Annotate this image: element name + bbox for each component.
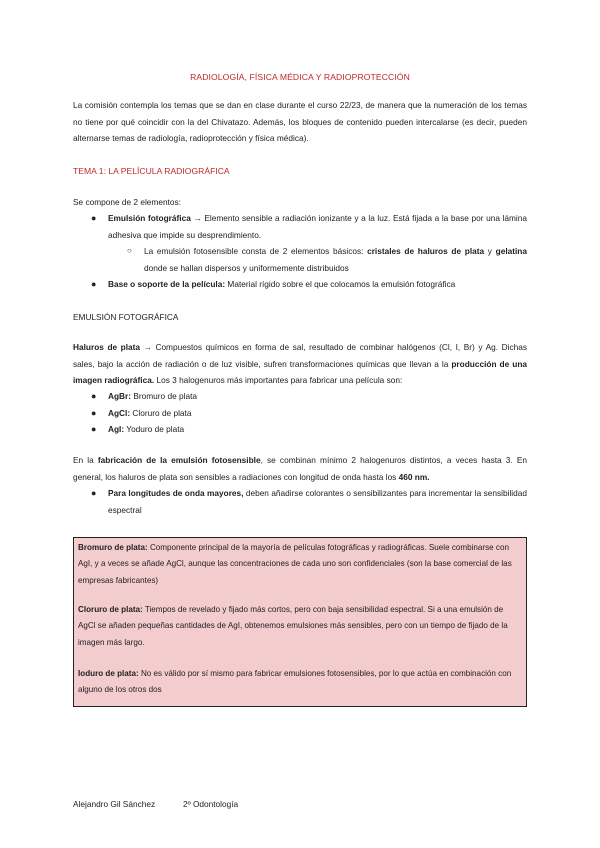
bullet-dot: ● [91,408,97,418]
wavelength-text: deben añadirse colorantes o sensibilizantes para incrementar la sensibilidad espectral [108,488,527,515]
bullet-dot: ● [91,424,97,434]
bullet-dot: ● [91,391,97,401]
bullet-dot: ● [91,488,97,498]
bullet-emulsion [108,210,527,243]
tema1-heading: TEMA 1: LA PELÍCULA RADIOGRÁFICA [73,166,230,176]
halide-name: Cloruro de plata [130,408,192,418]
haluros-paragraph [73,339,527,389]
footer-author: Alejandro Gil Sánchez [73,799,156,809]
fabricacion-text-1: En la [73,455,98,465]
haluros-bold: Haluros de plata [73,342,141,352]
footer-course: 2º Odontología [183,799,239,809]
sub-bullet-text-post: donde se hallan dispersos y uniformemente distribuidos [144,262,349,273]
haluros-text-2: Los 3 halogenuros más importantes para fabricar una película son: [154,375,403,385]
sub-bullet-text-mid: y [484,246,496,256]
document-title: RADIOLOGÍA, FÍSICA MÉDICA Y RADIOPROTECCIÓN [190,72,410,82]
fabricacion-bold: fabricación de la emulsión fotosensible [97,455,261,465]
sub-bullet-circle: ○ [127,246,132,255]
bullet-base-label: Base o soporte de la película: [108,279,226,289]
halide-item [108,405,191,422]
sub-bullet-bold-gelatin: gelatina [495,246,527,256]
halide-name: Yoduro de plata [124,424,185,434]
box-ioduro-text: No es válido por sí mismo para fabricar emulsiones fotosensibles, por lo que actúa en combinación con alguno de los otros dos [78,669,512,695]
fabricacion-paragraph [73,452,527,485]
box-ioduro [78,666,522,699]
box-ioduro-label: Ioduro de plata: [78,669,139,678]
halide-symbol: AgCl: [108,408,131,418]
sub-bullet-bold-crystals: cristales de haluros de plata [367,246,485,256]
intro-paragraph: La comisión contempla los temas que se dan en clase durante el curso 22/23, de manera que la numeración de los temas no tiene por qué coincidir con la del Chivatazo. Además, los bloques de contenido pueden intercalarse (es decir, pueden alternarse temas de radiología, radioprotección y física médica). [73,100,527,143]
bullet-emulsion-label: Emulsión fotográfica [108,213,191,223]
halide-item [108,388,197,405]
haluros-bold-2: producción de una imagen radiográfica. [73,358,528,385]
halide-item [108,421,184,438]
bullet-base [108,276,527,293]
box-cloruro-label: Cloruro de plata: [78,605,143,614]
box-cloruro [78,602,522,651]
tema1-lead: Se compone de 2 elementos: [73,197,181,207]
bullet-dot: ● [91,213,97,223]
haluros-text-1: → Compuestos químicos en forma de sal, resultado de combinar halógenos (Cl, I, Br) y Ag. Dichas sales, bajo la acción de radiación o de luz visible, sufren transformaciones químicas que llevan a la [73,342,527,369]
bullet-dot: ● [91,279,97,289]
box-bromuro-text: Componente principal de la mayoría de películas fotográficas y radiográficas. Suele combinarse con AgI, y a veces se añade AgCl, aunque las concentraciones de cada uno son confidenciales (son la base comercial de las empresas fabricantes) [78,543,512,585]
bullet-wavelength [108,485,527,518]
wavelength-bold: Para longitudes de onda mayores, [108,488,244,498]
halide-symbol: AgI: [108,424,125,434]
box-cloruro-text: Tiempos de revelado y fijado más cortos, pero con baja sensibilidad espectral. Si a una emulsión de AgCl se añaden pequeñas cantidades de AgI, obtenemos emulsiones más sensibles, pero con un tiempo de fijado de la imagen más largo. [78,605,508,647]
sub-bullet-composition [144,243,527,276]
emulsion-heading: EMULSIÓN FOTOGRÁFICA [73,312,179,322]
halide-symbol: AgBr: [108,391,132,401]
box-bromuro [78,540,522,589]
summary-box [73,537,527,707]
fabricacion-text-2: , se combinan mínimo 2 halogenuros distintos, a veces hasta 3. En general, los haluros de plata son sensibles a radiaciones con longitud de onda hasta los [73,455,528,482]
bullet-base-text: Material rígido sobre el que colocamos la emulsión fotográfica [225,279,456,289]
fabricacion-bold-2: 460 nm. [398,471,430,482]
halide-name: Bromuro de plata [131,391,197,401]
sub-bullet-text-pre: La emulsión fotosensible consta de 2 elementos básicos: [144,246,368,256]
box-bromuro-label: Bromuro de plata: [78,543,148,552]
bullet-emulsion-text: → Elemento sensible a radiación ionizante y a la luz. Está fijada a la base por una lámina adhesiva que impide su desprendimiento. [108,213,528,240]
